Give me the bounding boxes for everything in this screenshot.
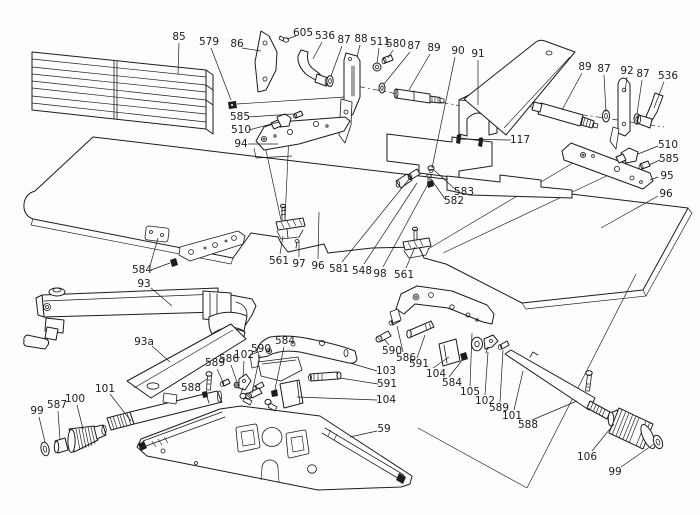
part-label-588: 588: [180, 382, 202, 394]
part-label-586: 586: [218, 353, 240, 365]
part-label-581: 581: [328, 263, 350, 275]
part-washer-87-a: [327, 76, 333, 87]
leader-line-87: [604, 75, 606, 112]
part-washer-99-left: [40, 442, 51, 457]
part-label-59: 59: [377, 423, 391, 435]
leader-line-589: [500, 350, 503, 402]
part-label-102: 102: [474, 395, 496, 407]
part-screw-589-right: [498, 341, 509, 349]
part-label-104: 104: [425, 368, 447, 380]
part-label-102: 102: [233, 349, 255, 361]
part-label-86: 86: [230, 38, 244, 50]
part-label-93a: 93a: [134, 336, 154, 348]
part-label-583: 583: [453, 186, 475, 198]
part-label-536: 536: [314, 30, 336, 42]
part-nut-511: [373, 63, 381, 71]
part-label-589: 589: [488, 402, 510, 414]
part-label-579: 579: [198, 36, 220, 48]
leader-line-87: [331, 46, 342, 76]
leader-line-589: [217, 369, 223, 382]
leader-line-102: [243, 361, 244, 377]
part-label-584: 584: [131, 264, 153, 276]
part-nut-584-right: [460, 352, 468, 361]
part-lever-536-left: [298, 50, 329, 86]
part-screw-585-left: [293, 111, 303, 118]
leader-line-588: [532, 401, 577, 420]
part-screw-580: [382, 55, 393, 64]
clamp-bolt-584-dark: [170, 258, 178, 267]
part-label-89: 89: [427, 42, 441, 54]
part-block-104-left: [280, 380, 303, 408]
part-label-96: 96: [311, 260, 325, 272]
part-label-584: 584: [274, 335, 296, 347]
leader-line-106: [592, 424, 614, 451]
part-bracket-103-right: [390, 286, 494, 324]
leader-line-101: [514, 371, 523, 410]
leader-line-587: [58, 411, 60, 440]
part-label-561: 561: [268, 255, 290, 267]
leader-line-511: [377, 48, 379, 63]
leader-line-105: [470, 333, 472, 386]
part-label-510: 510: [230, 124, 252, 136]
part-washer-87-b: [379, 83, 385, 93]
part-eye-105: [472, 337, 483, 351]
part-nut-587: [54, 438, 68, 453]
leader-line-99: [39, 417, 45, 442]
part-label-85: 85: [172, 31, 186, 43]
part-label-104: 104: [375, 394, 397, 406]
part-label-87: 87: [597, 63, 611, 75]
part-label-94: 94: [234, 138, 248, 150]
leader-line-93a: [152, 346, 170, 362]
part-label-97: 97: [292, 258, 306, 270]
part-label-99: 99: [608, 466, 622, 478]
part-clip-102-left: [239, 374, 251, 393]
part-bracket-94: [254, 117, 350, 158]
carriage-top-bracket: [163, 393, 177, 404]
part-label-536: 536: [657, 70, 679, 82]
part-label-91: 91: [471, 48, 485, 60]
bracket-103-foot: [258, 357, 302, 381]
leader-line-586: [231, 365, 237, 382]
part-label-99: 99: [30, 405, 44, 417]
part-label-105: 105: [459, 386, 481, 398]
part-label-100: 100: [64, 393, 86, 405]
part-nut-584-left: [271, 389, 278, 397]
part-label-510: 510: [657, 139, 679, 151]
part-label-591: 591: [376, 378, 398, 390]
part-label-101: 101: [501, 410, 523, 422]
part-label-98: 98: [373, 268, 387, 280]
part-label-90: 90: [451, 45, 465, 57]
part-label-589: 589: [204, 357, 226, 369]
part-label-96: 96: [659, 188, 673, 200]
part-label-511: 511: [369, 36, 391, 48]
part-label-87: 87: [407, 40, 421, 52]
part-label-92: 92: [620, 65, 634, 77]
part-bolt-588-left: [206, 372, 212, 390]
part-label-591: 591: [408, 358, 430, 370]
leader-line-579: [211, 48, 231, 100]
part-label-103: 103: [375, 365, 397, 377]
part-lever-536-right: [637, 93, 663, 128]
part-screw-585-right: [639, 161, 650, 170]
part-label-582: 582: [443, 195, 465, 207]
part-label-548: 548: [351, 265, 373, 277]
leader-line-591: [417, 335, 425, 358]
part-label-590: 590: [250, 343, 272, 355]
parts-artwork: [24, 31, 692, 490]
part-label-87: 87: [636, 68, 650, 80]
part-spindle-89-left: [394, 89, 444, 103]
leader-line-89: [562, 73, 582, 110]
part-label-89: 89: [578, 61, 592, 73]
part-triangle-plate-86: [255, 31, 277, 92]
part-label-585: 585: [658, 153, 680, 165]
part-bolt-588-right: [586, 371, 593, 391]
part-plate-92: [610, 78, 630, 149]
part-label-93: 93: [137, 278, 151, 290]
part-knob-106: [608, 408, 658, 450]
leader-line-87: [637, 80, 642, 114]
part-label-586: 586: [395, 352, 417, 364]
part-label-117: 117: [509, 134, 531, 146]
part-ribbed-panel-85: [32, 52, 237, 134]
part-label-584: 584: [441, 377, 463, 389]
leader-line-536: [313, 42, 322, 59]
leader-line-510: [638, 146, 658, 154]
part-label-561: 561: [393, 269, 415, 281]
part-clip-102-right: [484, 335, 498, 353]
part-spindle-89-right: [532, 102, 598, 128]
part-label-87: 87: [337, 34, 351, 46]
leader-line-591: [340, 378, 378, 384]
part-label-101: 101: [94, 383, 116, 395]
part-label-106: 106: [576, 451, 598, 463]
leader-line-59: [350, 431, 377, 437]
part-label-580: 580: [385, 38, 407, 50]
part-knob-100: [68, 425, 106, 453]
part-label-587: 587: [46, 399, 68, 411]
part-pin-591-left: [309, 372, 342, 381]
leader-line-102: [485, 352, 488, 395]
leader-line-584: [151, 263, 170, 270]
leader-line-104: [297, 397, 377, 400]
leader-line-103: [350, 363, 377, 371]
part-label-585: 585: [229, 111, 251, 123]
part-label-590: 590: [381, 345, 403, 357]
leader-line-99: [621, 444, 654, 467]
leader-line-88: [357, 45, 360, 57]
leader-line-89: [409, 54, 430, 90]
part-bolt-510-right: [616, 148, 638, 163]
part-label-605: 605: [292, 27, 314, 39]
part-label-88: 88: [354, 33, 368, 45]
part-pin-591-right: [407, 321, 434, 338]
part-label-95: 95: [660, 170, 674, 182]
part-label-588: 588: [517, 419, 539, 431]
leader-line-100: [77, 405, 83, 429]
part-screw-589-left: [220, 379, 230, 386]
